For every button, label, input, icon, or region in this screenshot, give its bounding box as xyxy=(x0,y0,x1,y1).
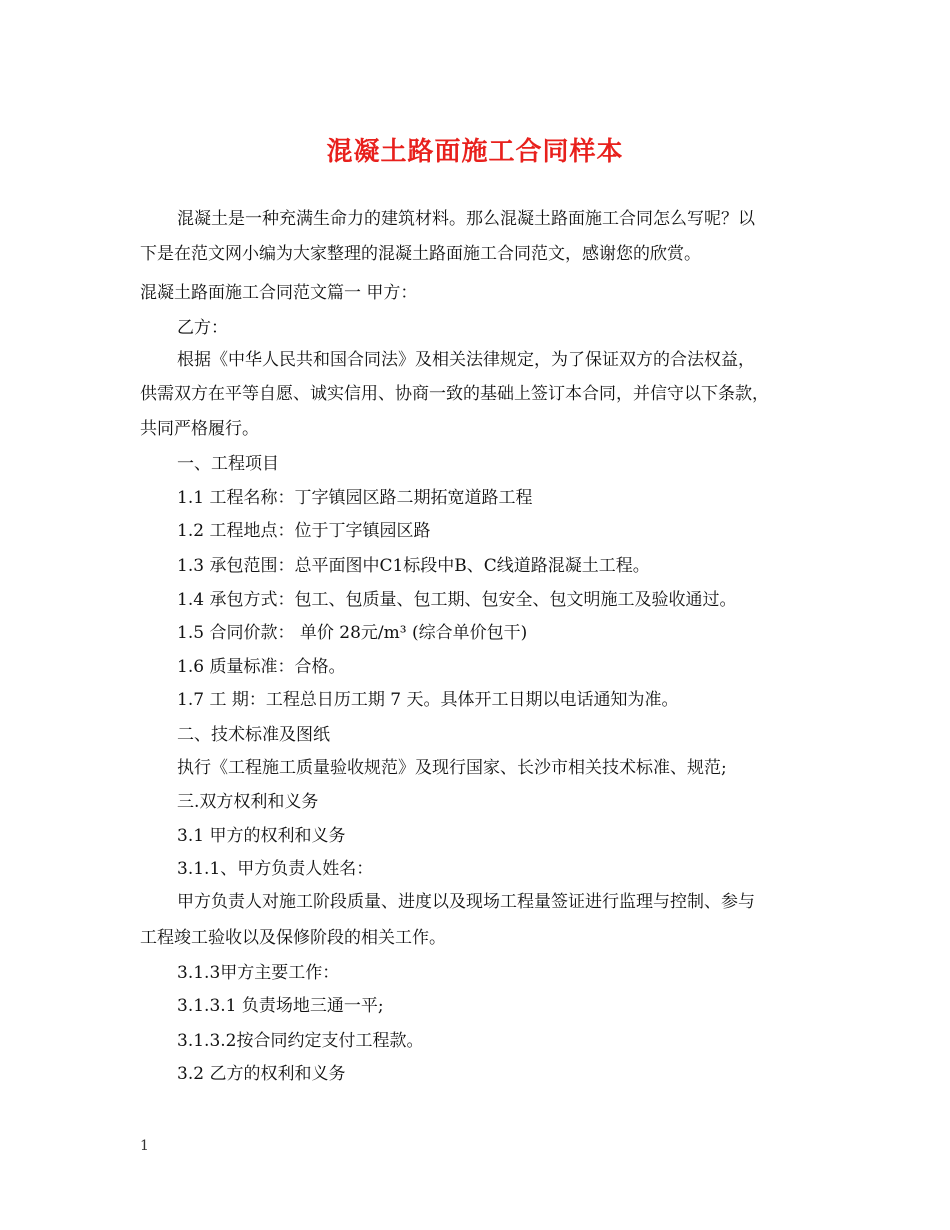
clause-heading-1: 一、工程项目 xyxy=(177,454,279,474)
clause-1-7: 1.7 工 期：工程总日历工期 7 天。具体开工日期以电话通知为准。 xyxy=(177,690,679,710)
clause-heading-3: 三.双方权利和义务 xyxy=(177,792,319,812)
clause-3-1-1: 3.1.1、甲方负责人姓名： xyxy=(177,859,374,879)
clause-1-1: 1.1 工程名称：丁字镇园区路二期拓宽道路工程 xyxy=(177,488,533,508)
intro-line-1: 混凝土是一种充满生命力的建筑材料。那么混凝土路面施工合同怎么写呢？以 xyxy=(177,209,755,229)
clause-1-6: 1.6 质量标准：合格。 xyxy=(177,657,346,677)
clause-3-1-1-text-2: 工程竣工验收以及保修阶段的相关工作。 xyxy=(140,928,446,948)
clause-2-text: 执行《工程施工质量验收规范》及现行国家、长沙市相关技术标准、规范; xyxy=(177,758,727,778)
clause-1-4: 1.4 承包方式：包工、包质量、包工期、包安全、包文明施工及验收通过。 xyxy=(177,590,737,610)
section-heading-party-a: 混凝土路面施工合同范文篇一 甲方： xyxy=(140,283,418,303)
clause-1-3: 1.3 承包范围：总平面图中C1标段中B、C线道路混凝土工程。 xyxy=(177,556,650,576)
clause-3-1: 3.1 甲方的权利和义务 xyxy=(177,826,346,846)
document-title: 混凝土路面施工合同样本 xyxy=(326,137,624,167)
preamble-line-3: 共同严格履行。 xyxy=(140,419,259,439)
clause-3-1-3-1: 3.1.3.1 负责场地三通一平; xyxy=(177,996,384,1016)
clause-1-2: 1.2 工程地点：位于丁字镇园区路 xyxy=(177,521,431,541)
preamble-line-2: 供需双方在平等自愿、诚实信用、协商一致的基础上签订本合同，并信守以下条款， xyxy=(140,384,769,404)
clause-3-1-1-text-1: 甲方负责人对施工阶段质量、进度以及现场工程量签证进行监理与控制、参与 xyxy=(177,892,755,912)
party-b-line: 乙方： xyxy=(177,318,228,338)
clause-3-2: 3.2 乙方的权利和义务 xyxy=(177,1064,346,1084)
preamble-line-1: 根据《中华人民共和国合同法》及相关法律规定，为了保证双方的合法权益， xyxy=(177,350,755,370)
page-number: 1 xyxy=(140,1138,149,1154)
clause-1-5: 1.5 合同价款： 单价 28元/m³ (综合单价包干) xyxy=(177,623,528,643)
clause-3-1-3-2: 3.1.3.2按合同约定支付工程款。 xyxy=(177,1031,424,1051)
clause-3-1-3: 3.1.3甲方主要工作： xyxy=(177,963,340,983)
clause-heading-2: 二、技术标准及图纸 xyxy=(177,725,330,745)
intro-line-2: 下是在范文网小编为大家整理的混凝土路面施工合同范文，感谢您的欣赏。 xyxy=(140,244,701,264)
